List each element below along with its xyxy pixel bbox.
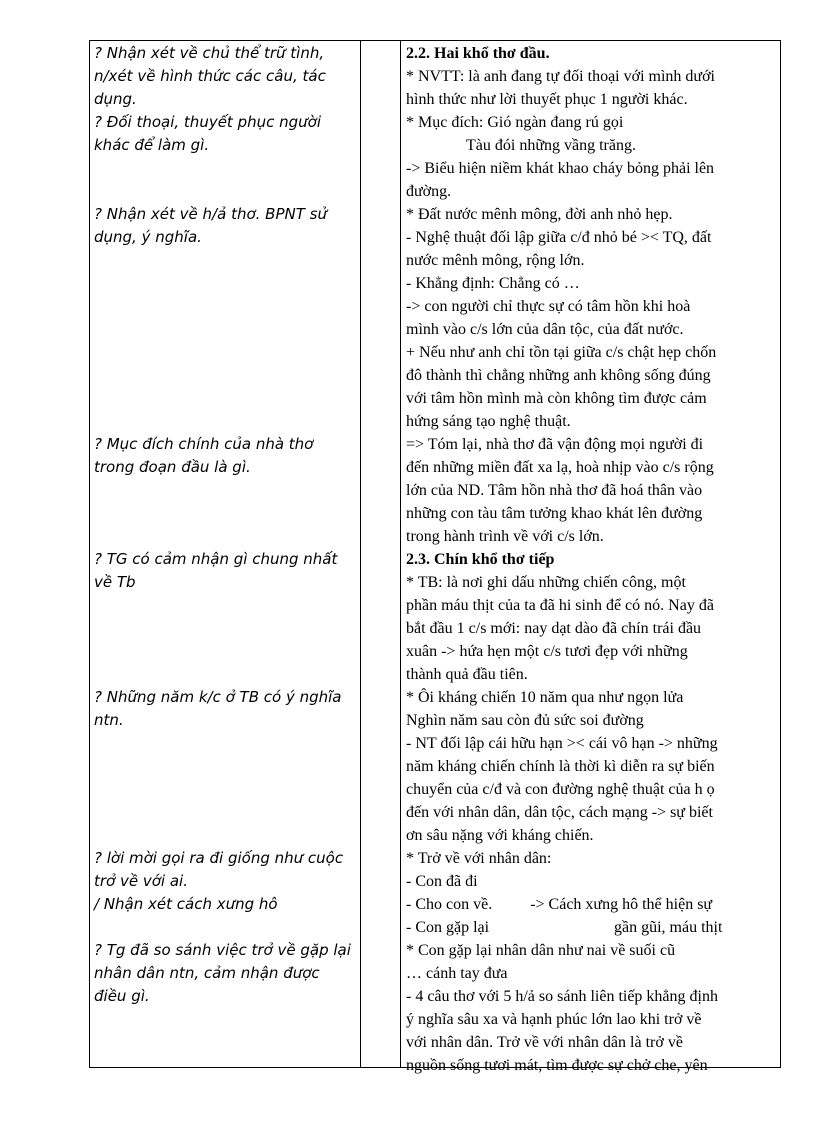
content-line: đô thành thì chẳng những anh không sống đúng xyxy=(406,367,711,384)
question-line: về Tb xyxy=(94,573,136,591)
question-line: ? Đối thoại, thuyết phục người xyxy=(94,113,322,131)
content-column xyxy=(406,42,778,1077)
question-line: ? Những năm k/c ở TB có ý nghĩa xyxy=(94,688,342,706)
content-line: mình vào c/s lớn của dân tộc, của đất nước. xyxy=(406,321,684,338)
content-line: + Nếu như anh chỉ tồn tại giữa c/s chật hẹp chốn xyxy=(406,344,717,361)
address-text: - Cho con về. xyxy=(406,896,493,913)
content-line: * NVTT: là anh đang tự đối thoại với mình dưới xyxy=(406,68,715,85)
address-note: gần gũi, máu thịt xyxy=(614,919,723,936)
question-2 xyxy=(94,111,356,157)
content-line: chuyển của c/đ và con đường nghệ thuật của h ọ xyxy=(406,781,715,798)
question-line: ? Nhận xét về chủ thể trữ tình, xyxy=(94,44,325,62)
section-heading-2-3: 2.3. Chín khổ thơ tiếp xyxy=(406,551,555,568)
lesson-table xyxy=(89,40,781,1074)
poem-line: Tàu đói những vầng trăng. xyxy=(466,137,636,154)
content-line: đến những miền đất xa lạ, hoà nhịp vào c/s rộng xyxy=(406,459,714,476)
content-line: hình thức như lời thuyết phục 1 người khác. xyxy=(406,91,688,108)
question-7 xyxy=(94,847,356,916)
question-line: điều gì. xyxy=(94,987,150,1005)
content-line: - 4 câu thơ với 5 h/ả so sánh liên tiếp khẳng định xyxy=(406,988,718,1005)
content-line: lớn của ND. Tâm hồn nhà thơ đã hoá thân vào xyxy=(406,482,703,499)
question-line: ntn. xyxy=(94,711,124,729)
address-line-1 xyxy=(406,893,778,916)
content-line: xuân -> hứa hẹn một c/s tươi đẹp với những xyxy=(406,643,688,660)
column-divider-1 xyxy=(360,41,361,1067)
content-line: đến với nhân dân, dân tộc, cách mạng -> sự biết xyxy=(406,804,713,821)
content-line: * Mục đích: Gió ngàn đang rú gọi xyxy=(406,114,624,131)
column-divider-2 xyxy=(400,41,401,1067)
question-line: nhân dân ntn, cảm nhận được xyxy=(94,964,320,982)
question-line: ? Mục đích chính của nhà thơ xyxy=(94,435,314,453)
question-line: dụng. xyxy=(94,90,137,108)
content-line: => Tóm lại, nhà thơ đã vận động mọi người đi xyxy=(406,436,704,453)
content-line: Nghìn năm sau còn đủ sức soi đường xyxy=(406,712,644,729)
content-line: - Khẳng định: Chẳng có … xyxy=(406,275,580,292)
content-line: * TB: là nơi ghi dấu những chiến công, một xyxy=(406,574,686,591)
question-line: / Nhận xét cách xưng hô xyxy=(94,895,278,913)
question-line: n/xét về hình thức các câu, tác xyxy=(94,67,326,85)
question-3 xyxy=(94,203,356,249)
section-heading-2-2: 2.2. Hai khổ thơ đầu. xyxy=(406,45,550,62)
question-6 xyxy=(94,686,356,732)
content-line: * Đất nước mênh mông, đời anh nhỏ hẹp. xyxy=(406,206,673,223)
question-8 xyxy=(94,939,356,1008)
question-line: ? Tg đã so sánh việc trở về gặp lại xyxy=(94,941,351,959)
address-line-2 xyxy=(406,916,778,939)
content-line: những con tàu tâm tưởng khao khát lên đường xyxy=(406,505,703,522)
content-line: * Ôi kháng chiến 10 năm qua như ngọn lửa xyxy=(406,689,684,706)
question-line: trong đoạn đầu là gì. xyxy=(94,458,251,476)
content-line: ý nghĩa sâu xa và hạnh phúc lớn lao khi trở về xyxy=(406,1011,702,1028)
question-4 xyxy=(94,433,356,479)
question-line: ? lời mời gọi ra đi giống như cuộc xyxy=(94,849,344,867)
question-line: dụng, ý nghĩa. xyxy=(94,228,202,246)
content-line: * Trở về với nhân dân: xyxy=(406,850,552,867)
content-line: bắt đầu 1 c/s mới: nay dạt dào đã chín trái đầu xyxy=(406,620,702,637)
question-1 xyxy=(94,42,356,111)
content-line: - Con đã đi xyxy=(406,873,478,890)
content-line: - NT đối lập cái hữu hạn >< cái vô hạn -> những xyxy=(406,735,718,752)
content-line: với nhân dân. Trở về với nhân dân là trở về xyxy=(406,1034,683,1051)
content-line: phần máu thịt của ta đã hi sinh để có nó. Nay đã xyxy=(406,597,714,614)
content-line: * Con gặp lại nhân dân như nai về suối cũ xyxy=(406,942,676,959)
content-line: -> Biểu hiện niềm khát khao cháy bỏng phải lên xyxy=(406,160,715,177)
question-line: ? TG có cảm nhận gì chung nhất xyxy=(94,550,338,568)
address-text: - Con gặp lại xyxy=(406,919,490,936)
question-line: khác để làm gì. xyxy=(94,136,210,154)
question-5 xyxy=(94,548,356,594)
content-line: nước mênh mông, rộng lớn. xyxy=(406,252,585,269)
content-line: thành quả đầu tiên. xyxy=(406,666,528,683)
content-line: -> con người chỉ thực sự có tâm hồn khi hoà xyxy=(406,298,691,315)
content-line: năm kháng chiến chính là thời kì diễn ra sự biến xyxy=(406,758,715,775)
content-line: đường. xyxy=(406,183,452,200)
address-note: -> Cách xưng hô thể hiện sự xyxy=(530,896,713,913)
content-line: - Nghệ thuật đối lập giữa c/đ nhỏ bé >< TQ, đất xyxy=(406,229,712,246)
content-line: trong hành trình về với c/s lớn. xyxy=(406,528,604,545)
content-line: với tâm hồn mình mà còn không tìm được cảm xyxy=(406,390,707,407)
content-line: hứng sáng tạo nghệ thuật. xyxy=(406,413,571,430)
question-line: ? Nhận xét về h/ả thơ. BPNT sử xyxy=(94,205,327,223)
question-line: trở về với ai. xyxy=(94,872,188,890)
content-line: ơn sâu nặng với kháng chiến. xyxy=(406,827,594,844)
content-line: … cánh tay đưa xyxy=(406,965,508,982)
content-line: nguồn sống tươi mát, tìm được sự chở che, yên xyxy=(406,1057,708,1074)
